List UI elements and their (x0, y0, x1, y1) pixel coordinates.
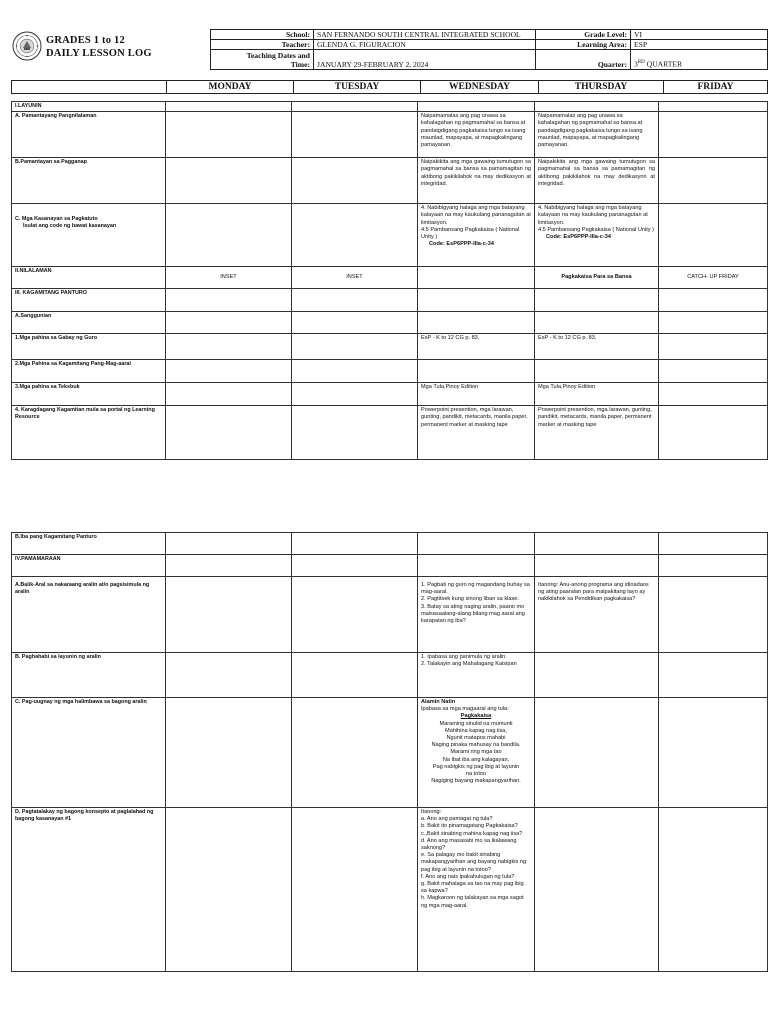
learning-area-label: Learning Area: (536, 40, 631, 50)
row-label-teksbuk: 3.Mga pahina sa Teksbuk (12, 383, 166, 406)
cell-gabay-wed: EsP - K to 12 CG p. 83, (418, 334, 535, 360)
cell-nilalaman-thu: Pagkakaisa Para sa Bansa (535, 267, 659, 289)
cell-teksbuk-wed: Mga Tula,Pinoy Edition (418, 383, 535, 406)
cell-uugnay-wed: Alamin Natin Ipabasa sa mga magaaral ang tula: Pagkakaisa Maraming sinulid na mumunti Mahihina kapag nag iisa, Ngunit matapos mahabi Naging pinaka mahusay na bandila. Marami ring mga tao Na ibat iba ang kalagayan, Pag nabigkis ng pag ibig at layunin na totoo Nagiging bayang makapangyarihan. (418, 698, 535, 808)
list-item: g. Bakit mahalaga sa tao na may pag ibig sa kapwa? (421, 881, 524, 895)
table-row (12, 808, 768, 972)
list-item: h. Magkaroon ng talakayan sa mga sagot ng mga mag-aaral. (421, 895, 524, 909)
list-item: a. Ano ang pamagat ng tula? (421, 816, 493, 823)
list-item: c.,Bakit sinabing mahina kapag nag iisa? (421, 830, 523, 837)
cell-paghahabi-wed (418, 653, 535, 698)
table-row (12, 312, 768, 334)
row-label-pagtatalakay: D. Pagtatalakay ng bagong konsepto at paglalahad ng bagong kasanayan #1 (12, 808, 166, 972)
cell-pagganap-thu: Naipakikita ang mga gawaing tumutugon sa pagmamahal sa bansa sa pamamagitan ng aktibong pakikilahok na may dedikasyon at integridad. (535, 158, 659, 204)
list-item: 3. Batay sa ating naging aralin, paano mo maisasaalang-alang bilang mag aaral ang karapatan ng iba? (421, 603, 525, 625)
teaching-dates-value: JANUARY 29-FEBRUARY 2, 2024 (314, 50, 536, 70)
teacher-label: Teacher: (211, 40, 314, 50)
school-value: SAN FERNANDO SOUTH CENTRAL INTEGRATED SCHOOL (314, 30, 536, 40)
row-label-pamamaraan: IV.PAMAMARAAN (12, 555, 166, 577)
table-row (12, 533, 768, 555)
cell-karagdagang-thu: Powerpoint presention, mga larawan, gunting, pandikit, metacards, manila paper, permanent marker at masking tape (535, 406, 659, 460)
row-label-iba-pang: B.Iba pang Kagamitang Panturo (12, 533, 166, 555)
row-label-gabay: 1.Mga pahina sa Gabay ng Guro (12, 334, 166, 360)
table-row (12, 334, 768, 360)
row-label-pamantayang-pangnilalaman: A. Pamantayang Pangnilalaman (12, 112, 166, 158)
form-title-dll: DAILY LESSON LOG (46, 48, 152, 59)
cell-balik-thu: Itanong: Anu-anong programa ang idinadaos ng ating paaralan para maipakitang tayo ay nakikilahok sa Pendidikan pagkakaisa? (535, 577, 659, 653)
table-row (12, 577, 768, 653)
day-wednesday: WEDNESDAY (421, 81, 539, 94)
row-label-pamantayan-pagganap: B.Pamantayan sa Pagganap (12, 158, 166, 204)
cell-kasanayan-wed: 4. Nabibigyang halaga ang mga batayang kalayaan na may kaukulang pananagutan at limitasyon. 4.5 Pambansang Pagkakaisa ( National Unity ) Code: EsP6PPP-IIIa-c-34 (418, 204, 535, 267)
form-title-grades: GRADES 1 to 12 (46, 35, 125, 46)
day-tuesday: TUESDAY (294, 81, 421, 94)
table-row (12, 204, 768, 267)
list-item: 2. Talakayin ang Mahalagang Kaisipan (421, 661, 517, 668)
cell-nilalaman-mon: INSET (166, 267, 292, 289)
quarter-label: Quarter: (536, 50, 631, 70)
table-row (12, 102, 768, 112)
row-label-sanggunian: A.Sanggunian (12, 312, 166, 334)
row-label-karagdagang: 4. Karagdagang Kagamitan mula sa portal ng Learning Resource (12, 406, 166, 460)
list-item: Itanong: (421, 809, 442, 815)
teacher-value: GLENDA G. FIGURACION (314, 40, 536, 50)
cell-nilalaman-tue: INSET (292, 267, 418, 289)
table-row (12, 112, 768, 158)
school-label: School: (211, 30, 314, 40)
table-row (12, 406, 768, 460)
list-item: d. Ano ang masasabi mo sa ikalawang saknong? (421, 837, 517, 852)
deped-seal-logo (12, 31, 42, 61)
table-row (12, 698, 768, 808)
cell-pamantayang-wed: Naipamamalas ang pag unawa sa kahalagahan ng pagmamahal sa bansa at pandaigdigang pagkakaisa tungo sa isang maunlad, mapayapa, at mapagkalingang pamayanan. (418, 112, 535, 158)
table-row (12, 555, 768, 577)
table-row (12, 653, 768, 698)
cell-pamantayang-thu: Naipamamalas ang pag unawa sa kahalagahan ng pagmamahal sa bansa at pandaigdigang pagkakaisa tungo sa isang maunlad, mapayapa, at mapagkalingang pamayanan. (535, 112, 659, 158)
row-label-kasanayan: C. Mga Kasanayan sa Pagkatuto Isulat ang code ng bawat kasanayan (12, 204, 166, 267)
day-thursday: THURSDAY (539, 81, 664, 94)
lesson-log-table-1 (11, 101, 768, 460)
grade-level-value: VI (631, 30, 768, 40)
lesson-log-table-2 (11, 532, 768, 972)
table-row (12, 267, 768, 289)
day-header-row (11, 80, 768, 94)
row-label-header (12, 81, 167, 94)
header-info-table (210, 29, 768, 70)
row-label-nilalaman: II.NILALAMAN (12, 267, 166, 289)
list-item: b. Bakit ito pinamagatang Pagkakaisa? (421, 823, 518, 830)
cell-pagganap-wed: Naipakikita ang mga gawaing tumutugon sa pagmamahal sa bansa sa pamamagitan ng aktibong pakikilahok na may dedikasyon at integridad. (418, 158, 535, 204)
cell-gabay-thu: EsP - K to 12 CG p. 83, (535, 334, 659, 360)
cell-nilalaman-fri: CATCH- UP FRIDAY (659, 267, 768, 289)
table-row (12, 158, 768, 204)
teaching-dates-label: Teaching Dates and Time: (211, 50, 314, 70)
table-row (12, 383, 768, 406)
cell-teksbuk-thu: Mga Tula,Pinoy Edition (535, 383, 659, 406)
table-row (12, 360, 768, 383)
cell-talakay-wed (418, 808, 535, 972)
cell-kasanayan-thu: 4. Nabibigyang halaga ang mga batayang kalayaan na may kaukulang pananagutan at limitasyon. 4.5 Pambansang Pagkakaisa ( National Unity ) Code: EsP6PPP-IIIa-c-34 (535, 204, 659, 267)
table-row (12, 289, 768, 312)
day-monday: MONDAY (167, 81, 294, 94)
row-label-paghahabi: B. Paghahabi sa layunin ng aralin (12, 653, 166, 698)
list-item: 1. Ipabasa ang panimula ng aralin. (421, 654, 507, 660)
row-label-pag-uugnay: C. Pag-uugnay ng mga halimbawa sa bagong aralin (12, 698, 166, 808)
row-label-layunin: I.LAYUNIN (12, 102, 166, 112)
list-item: f. Ano ang nais ipakahulugan ng tula? (421, 873, 515, 880)
cell-balik-wed (418, 577, 535, 653)
day-friday: FRIDAY (664, 81, 768, 94)
list-item: e. Sa palagay mo bakit sinabing makapangyarihan ang bayang nabigkis ng pag ibig at layunin na totoo? (421, 852, 527, 873)
grade-level-label: Grade Level: (536, 30, 631, 40)
learning-area-value: ESP (631, 40, 768, 50)
cell-karagdagang-wed: Powerpoint presention, mga larawan, gunting, pandikit, metacards, manila paper, permanent marker at masking tape (418, 406, 535, 460)
row-label-kagamitang-mag-aaral: 2.Mga Pahina sa Kagamitang Pang-Mag-aaral (12, 360, 166, 383)
list-item: 2. Pagtitsek kung sinong liban sa klase. (421, 596, 519, 603)
row-label-kagamitang-panturo: III. KAGAMITANG PANTURO (12, 289, 166, 312)
list-item: 1. Pagbati ng guro ng magandang buhay sa mag-aaral. (421, 582, 530, 596)
row-label-balik-aral: A.Balik-Aral sa nakaraang aralin at/o pagsisimula ng aralin (12, 577, 166, 653)
quarter-value: 3RD QUARTER (631, 50, 768, 70)
